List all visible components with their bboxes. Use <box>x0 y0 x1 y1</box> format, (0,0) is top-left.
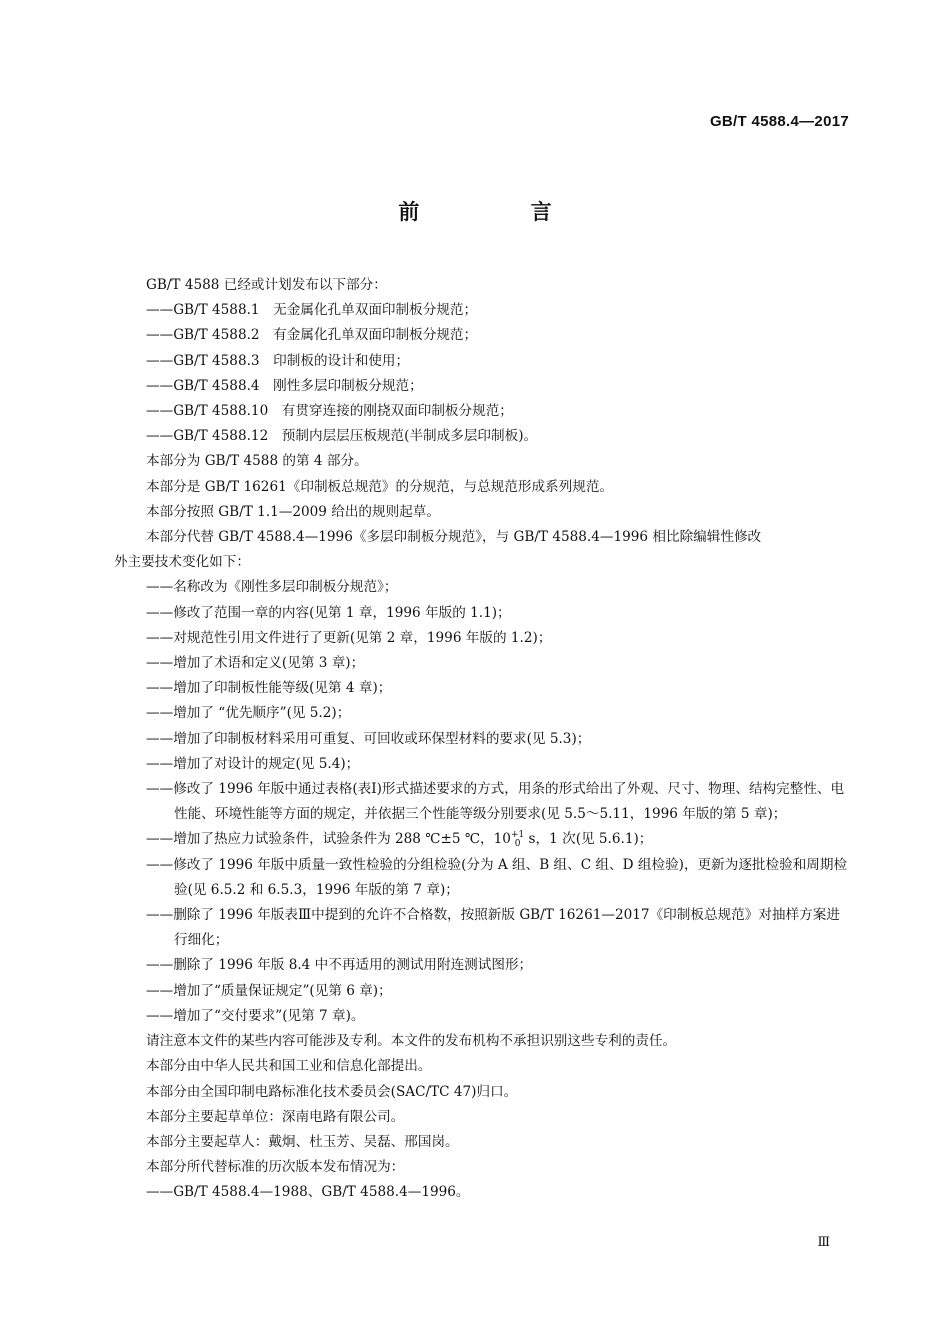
part-item: ——GB/T 4588.2 有金属化孔单双面印制板分规范； <box>146 327 478 344</box>
paragraph-series: 本部分是 GB/T 16261《印制板总规范》的分规范，与总规范形成系列规范。 <box>146 478 614 495</box>
tolerance-upper: +1 <box>510 829 525 840</box>
section-title: 前 言 <box>398 200 604 224</box>
tolerance-lower: 0 <box>514 838 521 849</box>
tolerance-fraction <box>511 831 524 849</box>
paragraph-replaces-line1: 本部分代替 GB/T 4588.4—1996《多层印制板分规范》，与 GB/T 4588.4—1996 相比除编辑性修改 <box>146 529 762 546</box>
standard-code: GB/T 4588.4—2017 <box>709 113 849 130</box>
change-item: ——增加了印制板材料采用可重复、可回收或环保型材料的要求(见 5.3)； <box>146 730 591 747</box>
thermal-text-b: s，1 次(见 5.6.1)； <box>524 831 653 848</box>
part-item: ——GB/T 4588.12 预制内层层压板规范(半制成多层印制板)。 <box>146 428 538 445</box>
foreword-body <box>114 273 850 1206</box>
thermal-text-a: ——增加了热应力试验条件，试验条件为 288 ℃±5 ℃，10 <box>146 831 511 848</box>
paragraph-replaces-line2: 外主要技术变化如下： <box>114 554 250 571</box>
change-item: ——增加了“质量保证规定”(见第 6 章)； <box>146 982 392 999</box>
part-item: ——GB/T 4588.3 印制板的设计和使用； <box>146 352 410 369</box>
paragraph-drafting-unit: 本部分主要起草单位：深南电路有限公司。 <box>146 1108 405 1125</box>
paragraph-proposed-by: 本部分由中华人民共和国工业和信息化部提出。 <box>146 1058 432 1075</box>
change-item: ——对规范性引用文件进行了更新(见第 2 章，1996 年版的 1.2)； <box>146 629 552 646</box>
part-item: ——GB/T 4588.10 有贯穿连接的刚挠双面印制板分规范； <box>146 403 513 420</box>
part-item: ——GB/T 4588.1 无金属化孔单双面印制板分规范； <box>146 302 478 319</box>
change-item: ——修改了范围一章的内容(见第 1 章，1996 年版的 1.1)； <box>146 604 511 621</box>
change-item-thermal <box>114 827 850 852</box>
part-item: ——GB/T 4588.4 刚性多层印制板分规范； <box>146 377 423 394</box>
page-number: Ⅲ <box>817 1235 830 1250</box>
change-item: ——名称改为《刚性多层印制板分规范》； <box>146 579 398 596</box>
paragraph-part-number: 本部分为 GB/T 4588 的第 4 部分。 <box>146 453 368 470</box>
paragraph-history-intro: 本部分所代替标准的历次版本发布情况为： <box>146 1159 405 1176</box>
change-item: ——删除了 1996 年版 8.4 中不再适用的测试用附连测试图形； <box>146 957 533 974</box>
change-item-group: ——修改了 1996 年版中质量一致性检验的分组检验(分为 A 组、B 组、C 组、D 组检验)，更新为逐批检验和周期检验(见 6.5.2 和 6.5.3，1996 年版的第 7 章)； <box>146 856 848 898</box>
change-item-sampling: ——删除了 1996 年版表Ⅲ中提到的允许不合格数，按照新版 GB/T 16261—2017《印制板总规范》对抽样方案进行细化； <box>146 907 840 949</box>
paragraph-patent: 请注意本文件的某些内容可能涉及专利。本文件的发布机构不承担识别这些专利的责任。 <box>146 1033 677 1050</box>
change-item-table: ——修改了 1996 年版中通过表格(表Ⅰ)形式描述要求的方式，用条的形式给出了外观、尺寸、物理、结构完整性、电性能、环境性能等方面的规定，并依据三个性能等级分别要求(见 5.5～5.11，1996 年版的第 5 章)； <box>146 781 845 823</box>
change-item: ——增加了印制板性能等级(见第 4 章)； <box>146 680 392 697</box>
paragraph-drafting-rules: 本部分按照 GB/T 1.1—2009 给出的规则起草。 <box>146 503 440 520</box>
paragraph-parts-intro: GB/T 4588 已经或计划发布以下部分： <box>146 277 387 293</box>
change-item: ——增加了术语和定义(见第 3 章)； <box>146 655 365 672</box>
paragraph-administered-by: 本部分由全国印制电路标准化技术委员会(SAC/TC 47)归口。 <box>146 1083 518 1100</box>
change-item: ——增加了 “优先顺序”(见 5.2)； <box>146 705 351 722</box>
change-item: ——增加了对设计的规定(见 5.4)； <box>146 755 360 772</box>
change-item: ——增加了“交付要求”(见第 7 章)。 <box>146 1007 365 1024</box>
history-item: ——GB/T 4588.4—1988、GB/T 4588.4—1996。 <box>146 1184 470 1201</box>
paragraph-drafters: 本部分主要起草人：戴炯、杜玉芳、吴磊、邢国岗。 <box>146 1133 459 1150</box>
